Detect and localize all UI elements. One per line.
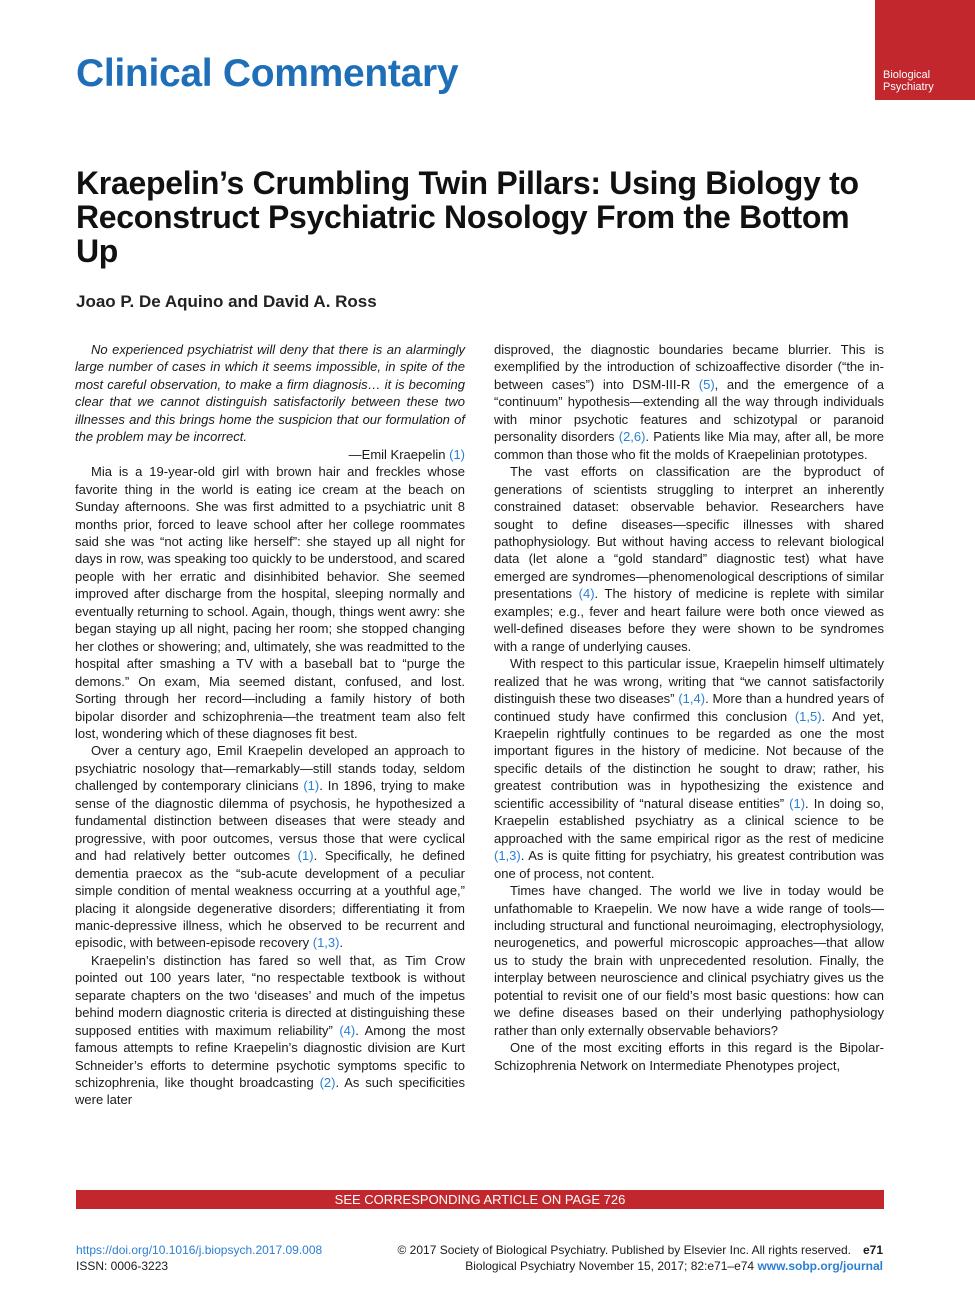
reference-link[interactable]: (4) — [578, 586, 595, 602]
text-run: The vast efforts on classification are the byproduct of generations of scientists struggling to interpret an inherently constrained dataset: observable behavior. Researchers have sought to define diseases—specific illnesses with shared pathophysiology. But without having access to relevant biological data (let alone a “gold standard” diagnostic test) what have emerged are syndromes—phenomenological descriptions of similar presentations — [494, 464, 884, 602]
reference-link[interactable]: (2) — [319, 1075, 336, 1091]
text-run: . Patients like Mia may, after all, be more common than those who fit the molds of Kraepelinian prototypes. — [494, 429, 884, 462]
text-run: . Among the most famous attempts to refine Kraepelin’s diagnostic division are Kurt Schneider’s efforts to determine psychotic symptoms specific to schizophrenia, like thought broadcasting — [75, 1022, 466, 1091]
reference-link[interactable]: (1,3) — [494, 848, 521, 864]
text-run: . In doing so, Kraepelin established psychiatry as a clinical science to be approached with the same empirical rigor as the rest of medicine — [494, 795, 884, 846]
reference-link[interactable]: (1,4) — [678, 691, 706, 707]
text-run: . As such specificities were later — [75, 1075, 466, 1108]
reference-link[interactable]: (1,3) — [312, 935, 340, 951]
text-run: . And yet, Kraepelin rightfully continues to be regarded as one the most important figures in the history of medicine. Not because of the specific details of the distinction he sought to draw; rather, his greatest contribution was in hypothesizing the existence and scientific accessibility of “natural disease entities” — [494, 708, 885, 811]
text-run: . — [339, 935, 344, 951]
reference-link[interactable]: (1) — [449, 446, 465, 462]
paragraph-6 — [494, 655, 884, 882]
epigraph: No experienced psychiatrist will deny that there is an alarmingly large number of cases in which it seems impossible, in spite of the most careful observation, to make a firm diagnosis… it is becoming clear that we cannot distinguish satisfactorily between these two illnesses and this brings home the suspicion that our formulation of the problem may be incorrect. — [75, 342, 465, 445]
citation-text: Biological Psychiatry November 15, 2017; 82:e71–e74 — [465, 1259, 758, 1273]
article-title: Kraepelin’s Crumbling Twin Pillars: Using Biology to Reconstruct Psychiatric Nosology From the Bottom Up — [76, 165, 859, 269]
section-label: Clinical Commentary — [76, 52, 459, 95]
journal-tab-line1: Biological — [883, 69, 931, 81]
text-run: . The history of medicine is replete with similar examples; e.g., fever and heart failure were both once viewed as well-defined diseases before they were shown to be syndromes with a range of underlying causes. — [494, 586, 884, 654]
reference-link[interactable]: (4) — [339, 1022, 356, 1038]
paragraph-3 — [75, 952, 465, 1109]
epigraph-author: —Emil Kraepelin — [348, 446, 450, 462]
right-column — [494, 341, 884, 1074]
doi-link[interactable]: https://doi.org/10.1016/j.biopsych.2017.09.008 — [76, 1243, 323, 1257]
text-run: With respect to this particular issue, Kraepelin himself ultimately realized that he was wrong, writing that “we cannot satisfactorily distinguish these two diseases” — [494, 656, 884, 707]
journal-tab — [875, 0, 975, 100]
paragraph-1: Mia is a 19-year-old girl with brown hair and freckles whose favorite thing in the world is eating ice cream at the beach on Sunday afternoons. She was first admitted to a psychiatric unit 8 months prior, forced to leave school after her college roommates said she was “not acting like herself”: she stayed up all night for days in row, was speaking too quickly to be understood, and scared people with her erratic and disinhibited behavior. She seemed improved after discharge from the hospital, sleeping normally and eventually returning to school. Again, though, things went awry: she began staying up all night, pacing her room; she stopped changing her clothes or showering; and, ultimately, she was readmitted to the hospital after smashing a TV with a baseball bat to “purge the demons.” On exam, Mia seemed distant, confused, and lost. Sorting through her record—including a family history of both bipolar disorder and schizophrenia—the treatment team also felt lost, wondering which of these diagnoses fit best. — [75, 464, 465, 741]
left-column — [75, 341, 465, 1109]
paragraph-5 — [494, 463, 884, 655]
epigraph-attribution — [75, 446, 465, 463]
paragraph-7: Times have changed. The world we live in today would be unfathomable to Kraepelin. We now have a wide range of tools—including structural and functional neuroimaging, electrophysiology, neurogenetics, and powerful microscopic approaches—that allow us to study the brain with unprecedented resolution. Finally, the interplay between neuroscience and clinical psychiatry gives us the potential to revisit one of our field’s most basic questions: how can we define diseases based on their underlying pathophysiology rather than only externally observable behaviors? — [494, 883, 884, 1038]
paragraph-2 — [75, 742, 465, 951]
reference-link[interactable]: (2,6) — [618, 429, 646, 445]
reference-link[interactable]: (1) — [297, 848, 314, 864]
text-run: , and the emergence of a “continuum” hypothesis—extending all the way through individuals with minor psychotic features and schizotypal or paranoid personality disorders — [494, 376, 884, 445]
text-run: . In 1896, trying to make sense of the diagnostic dilemma of psychosis, he hypothesized a fundamental distinction between diseases that were steady and progressive, with poor outcomes, versus those that were cyclical and had relatively better outcomes — [75, 778, 465, 864]
reference-link[interactable]: (5) — [698, 376, 715, 392]
issn: ISSN: 0006-3223 — [76, 1259, 169, 1273]
reference-link[interactable]: (1) — [789, 795, 806, 811]
copyright: © 2017 Society of Biological Psychiatry. Published by Elsevier Inc. All rights reserved. — [397, 1243, 851, 1257]
article-authors: Joao P. De Aquino and David A. Ross — [76, 292, 377, 311]
reference-link[interactable]: (1,5) — [794, 708, 822, 724]
text-run: Over a century ago, Emil Kraepelin developed an approach to psychiatric nosology that—remarkably—still stands today, seldom challenged by contemporary clinicians — [75, 743, 465, 794]
page-number: e71 — [862, 1243, 883, 1257]
text-run: . As is quite fitting for psychiatry, his greatest contribution was one of process, not content. — [494, 848, 884, 881]
text-run: disproved, the diagnostic boundaries became blurrier. This is exemplified by the introduction of schizoaffective disorder (“the in-between cases”) into DSM-III-R — [494, 342, 884, 392]
reference-link[interactable]: (1) — [303, 778, 320, 794]
text-run: . Specifically, he defined dementia praecox as the “sub-acute development of a peculiar simple condition of mental weakness occurring at a youthful age,” placing it alongside degenerative disorders; differentiating it from manic-depressive illness, which he observed to be recurrent and episodic, with between-episode recovery — [75, 848, 465, 951]
corresponding-article-banner[interactable]: SEE CORRESPONDING ARTICLE ON PAGE 726 — [76, 1190, 884, 1209]
paragraph-8: One of the most exciting efforts in this regard is the Bipolar-Schizophrenia Network on Intermediate Phenotypes project, — [494, 1040, 884, 1073]
paragraph-4 — [494, 341, 884, 463]
citation — [465, 1258, 883, 1274]
journal-url-link[interactable]: www.sobp.org/journal — [757, 1259, 883, 1273]
text-run: Kraepelin’s distinction has fared so well that, as Tim Crow pointed out 100 years later, “no respectable textbook is without separate chapters on the two ‘diseases’ and much of the impetus behind modern diagnostic criteria is directed at distinguishing these supposed entities with maximum reliability” — [75, 952, 465, 1038]
text-run: . More than a hundred years of continued study have confirmed this conclusion — [494, 691, 884, 724]
journal-tab-line2: Psychiatry — [883, 81, 934, 93]
